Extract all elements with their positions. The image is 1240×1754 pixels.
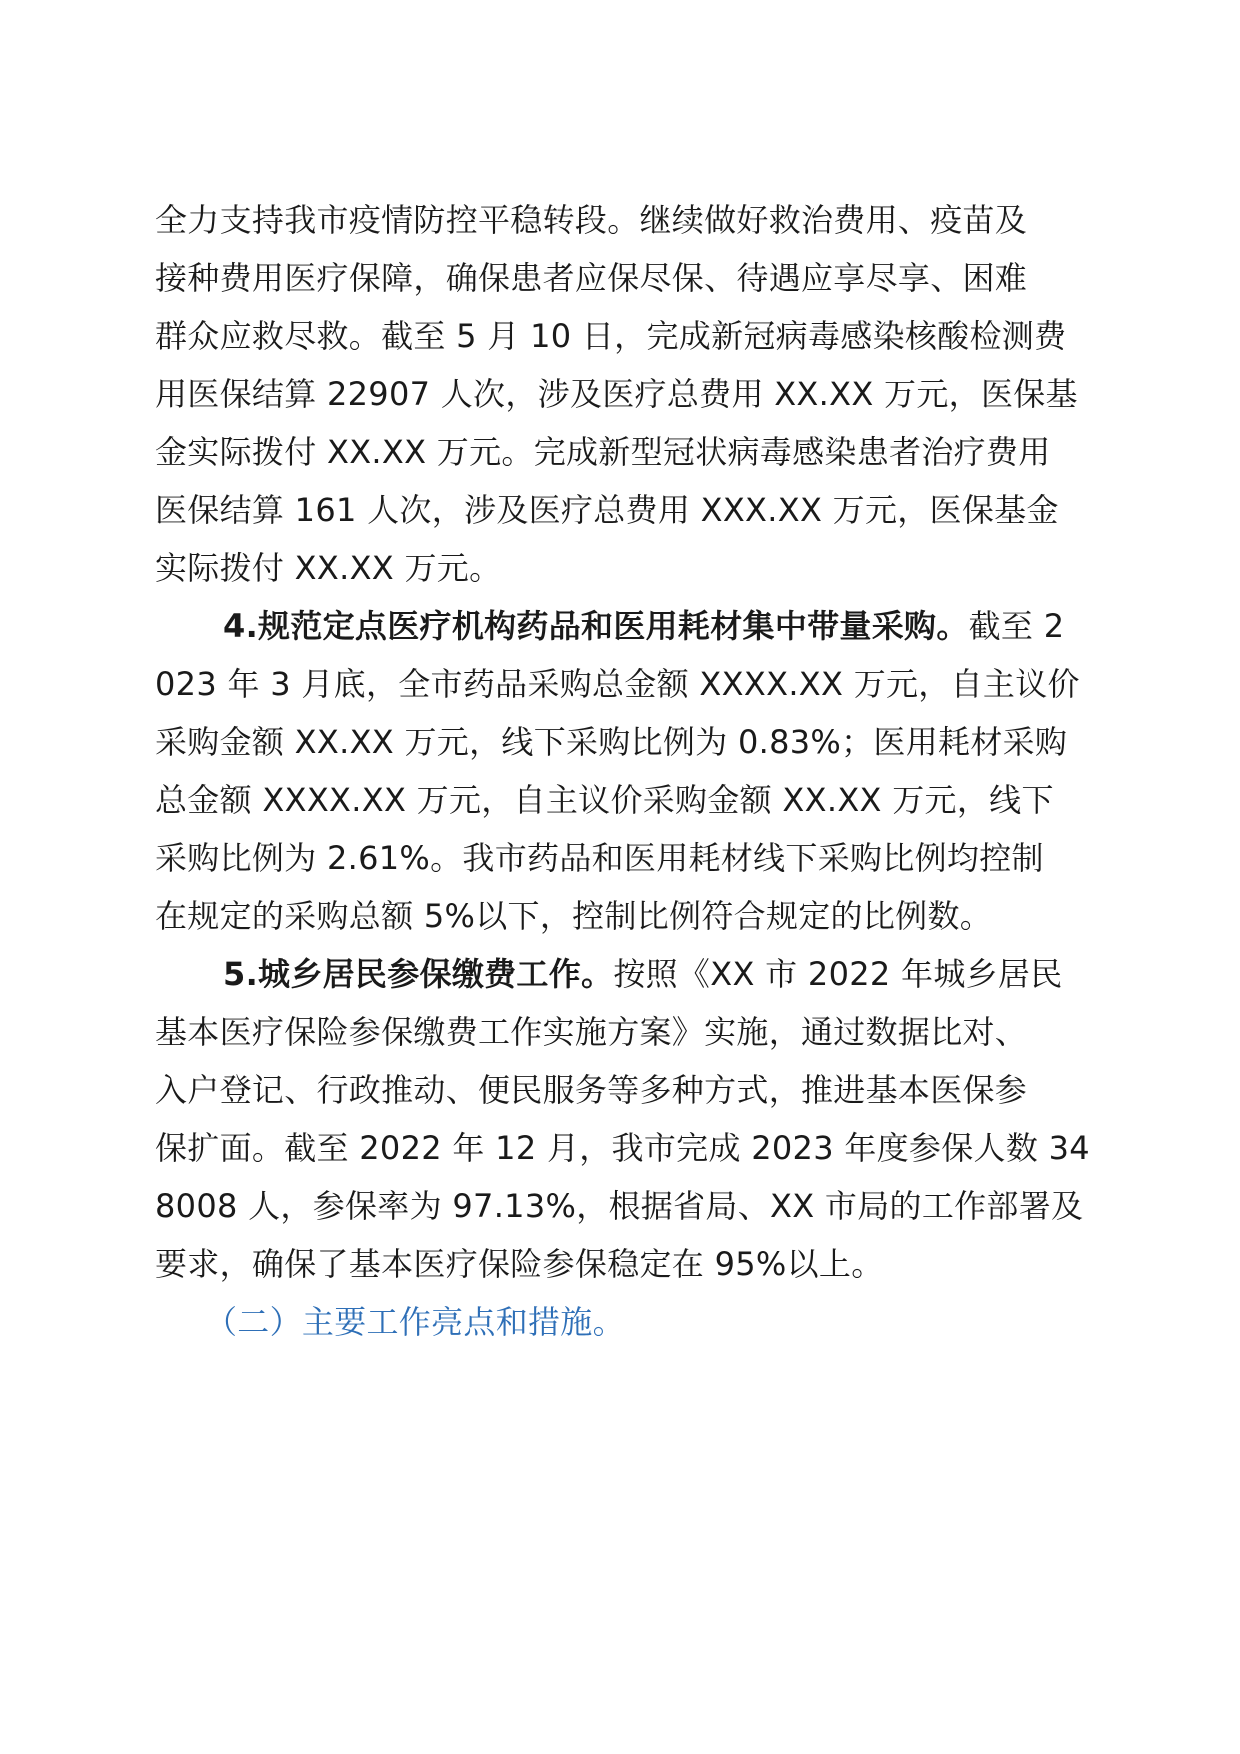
paragraph-line: 金实际拨付 XX.XX 万元。完成新型冠状病毒感染患者治疗费用 bbox=[155, 433, 1051, 471]
paragraph-line: 8008 人，参保率为 97.13%，根据省局、XX 市局的工作部署及 bbox=[155, 1187, 1084, 1225]
paragraph-line: 基本医疗保险参保缴费工作实施方案》实施，通过数据比对、 bbox=[155, 1013, 1028, 1051]
paragraph-text: 按照《XX 市 2022 年城乡居民 bbox=[613, 955, 1063, 993]
subheading-highlights: （二）主要工作亮点和措施。 bbox=[205, 1303, 625, 1341]
paragraph-first-line bbox=[223, 606, 1064, 646]
document-page bbox=[155, 0, 1095, 1754]
paragraph-line: 023 年 3 月底，全市药品采购总金额 XXXX.XX 万元，自主议价 bbox=[155, 665, 1080, 703]
section-heading-insurance: 5.城乡居民参保缴费工作。 bbox=[223, 955, 614, 993]
paragraph-line: 全力支持我市疫情防控平稳转段。继续做好救治费用、疫苗及 bbox=[155, 201, 1028, 239]
paragraph-line: 入户登记、行政推动、便民服务等多种方式，推进基本医保参 bbox=[155, 1071, 1028, 1109]
paragraph-first-line bbox=[223, 954, 1063, 994]
section-heading-procurement: 4.规范定点医疗机构药品和医用耗材集中带量采购。 bbox=[223, 607, 969, 645]
paragraph-line: 医保结算 161 人次，涉及医疗总费用 XXX.XX 万元，医保基金 bbox=[155, 491, 1059, 529]
paragraph-line: 在规定的采购总额 5%以下，控制比例符合规定的比例数。 bbox=[155, 897, 993, 935]
paragraph-text: 截至 2 bbox=[968, 607, 1065, 645]
paragraph-line: 实际拨付 XX.XX 万元。 bbox=[155, 549, 502, 587]
paragraph-line: 总金额 XXXX.XX 万元，自主议价采购金额 XX.XX 万元，线下 bbox=[155, 781, 1054, 819]
paragraph-line: 群众应救尽救。截至 5 月 10 日，完成新冠病毒感染核酸检测费 bbox=[155, 317, 1067, 355]
paragraph-line: 保扩面。截至 2022 年 12 月，我市完成 2023 年度参保人数 34 bbox=[155, 1129, 1090, 1167]
paragraph-line: 采购金额 XX.XX 万元，线下采购比例为 0.83%；医用耗材采购 bbox=[155, 723, 1068, 761]
paragraph-line: 用医保结算 22907 人次，涉及医疗总费用 XX.XX 万元，医保基 bbox=[155, 375, 1078, 413]
paragraph-line: 采购比例为 2.61%。我市药品和医用耗材线下采购比例均控制 bbox=[155, 839, 1044, 877]
paragraph-line: 接种费用医疗保障，确保患者应保尽保、待遇应享尽享、困难 bbox=[155, 259, 1028, 297]
paragraph-line: 要求，确保了基本医疗保险参保稳定在 95%以上。 bbox=[155, 1245, 884, 1283]
